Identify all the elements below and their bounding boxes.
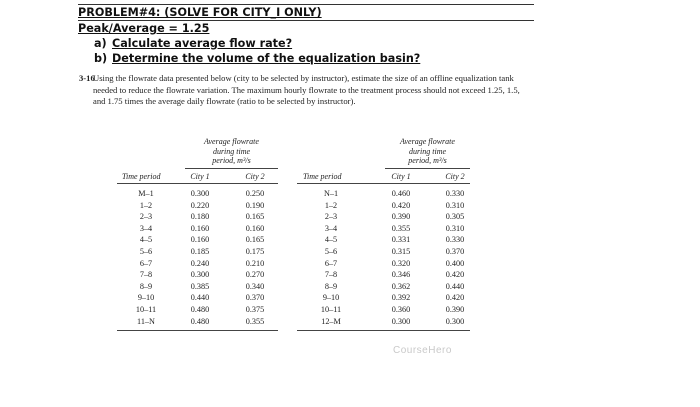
- city2-flow-cell: 0.330: [445, 235, 465, 245]
- time-period-cell: 1–2: [139, 200, 153, 210]
- city1-flow-cell: 0.392: [391, 293, 411, 303]
- city2-flow-cell: 0.420: [445, 270, 465, 280]
- city2-flow-cell: 0.370: [445, 247, 465, 256]
- city1-flow-cell: 0.480: [190, 305, 210, 314]
- time-period-cell: 3–4: [324, 223, 338, 233]
- city1-flow-cell: 0.480: [190, 316, 210, 326]
- problem-title: PROBLEM#4: (SOLVE FOR CITY_I ONLY): [78, 6, 322, 19]
- city2-flow-cell: 0.305: [445, 212, 465, 222]
- column-header: City 2: [245, 172, 265, 181]
- time-period-cell: 1–2: [324, 200, 338, 210]
- city1-flow-cell: 0.385: [190, 281, 210, 291]
- column-header: City 1: [391, 172, 411, 181]
- city1-flow-cell: 0.362: [391, 281, 411, 291]
- city2-flow-cell: 0.390: [445, 305, 465, 314]
- group-header-rule: [385, 168, 470, 169]
- city1-flow-cell: 0.440: [190, 293, 210, 303]
- time-period-cell: N–1: [323, 189, 339, 198]
- city2-flow-cell: 0.210: [245, 258, 265, 268]
- question-b: b) Determine the volume of the equalization basin?: [94, 52, 421, 65]
- city2-flow-cell: 0.310: [445, 200, 465, 210]
- time-period-cell: 7–8: [139, 270, 153, 280]
- city2-flow-cell: 0.190: [245, 200, 265, 210]
- city2-flow-cell: 0.400: [445, 258, 465, 268]
- time-period-cell: 6–7: [139, 258, 153, 268]
- time-period-cell: 2–3: [324, 212, 338, 222]
- city2-flow-cell: 0.165: [245, 212, 265, 222]
- city2-flow-cell: 0.165: [245, 235, 265, 245]
- city1-flow-cell: 0.390: [391, 212, 411, 222]
- group-header-line: period, m³/s: [212, 156, 251, 165]
- time-period-cell: 10–11: [320, 305, 342, 314]
- city1-flow-cell: 0.355: [391, 223, 411, 233]
- city2-flow-cell: 0.330: [445, 189, 465, 198]
- city1-flow-cell: 0.460: [391, 189, 411, 198]
- city1-flow-cell: 0.300: [190, 270, 210, 280]
- city1-flow-cell: 0.240: [190, 258, 210, 268]
- table-bottom-rule: [117, 330, 278, 331]
- city1-flow-cell: 0.185: [190, 247, 210, 256]
- time-period-cell: 4–5: [139, 235, 153, 245]
- group-header-line: period, m³/s: [408, 156, 447, 165]
- city1-flow-cell: 0.331: [391, 235, 411, 245]
- time-period-cell: 5–6: [139, 247, 153, 256]
- time-period-cell: 4–5: [324, 235, 338, 245]
- city2-flow-cell: 0.175: [245, 247, 265, 256]
- city1-flow-cell: 0.180: [190, 212, 210, 222]
- city2-flow-cell: 0.310: [445, 223, 465, 233]
- group-header-line: during time: [408, 146, 447, 156]
- city2-flow-cell: 0.250: [245, 189, 265, 198]
- peak-average-ratio: Peak/Average = 1.25: [78, 22, 210, 35]
- city2-flow-cell: 0.300: [445, 316, 465, 326]
- watermark: CourseHero: [393, 345, 452, 356]
- city2-flow-cell: 0.370: [245, 293, 265, 303]
- time-period-cell: 5–6: [324, 247, 338, 256]
- time-period-cell: 7–8: [324, 270, 338, 280]
- time-period-cell: 9–10: [322, 293, 340, 303]
- problem-number: 3-16: [79, 73, 95, 83]
- problem-text: Using the flowrate data presented below (city to be selected by instructor), estimate the size of an offline equalization tank needed to reduce the flowrate variation. The maximum hourly flowrate to the treatment process should not exceed 1.25, 1.5, and 1.75 times the average daily flowrate (ratio to be selected by instructor).: [93, 73, 520, 107]
- time-period-cell: 11–N: [137, 316, 155, 326]
- column-header-rule: [117, 183, 278, 184]
- table-bottom-rule: [297, 330, 470, 331]
- city1-flow-cell: 0.420: [391, 200, 411, 210]
- group-header-line: Average flowrate: [204, 137, 259, 146]
- city1-flow-cell: 0.360: [391, 305, 411, 314]
- time-period-cell: 8–9: [324, 281, 338, 291]
- city2-flow-cell: 0.160: [245, 223, 265, 233]
- city2-flow-cell: 0.420: [445, 293, 465, 303]
- group-header-rule: [185, 168, 278, 169]
- group-header-line: Average flowrate: [400, 137, 455, 146]
- column-header: City 1: [190, 172, 210, 181]
- time-period-cell: 2–3: [139, 212, 153, 222]
- city1-flow-cell: 0.300: [190, 189, 210, 198]
- group-header-line: during time: [212, 146, 251, 156]
- city1-flow-cell: 0.315: [391, 247, 411, 256]
- city1-flow-cell: 0.320: [391, 258, 411, 268]
- time-period-cell: 10–11: [135, 305, 157, 314]
- time-period-cell: 6–7: [324, 258, 338, 268]
- city1-flow-cell: 0.300: [391, 316, 411, 326]
- city2-flow-cell: 0.340: [245, 281, 265, 291]
- column-header: City 2: [445, 172, 465, 181]
- city1-flow-cell: 0.220: [190, 200, 210, 210]
- time-period-cell: 12–M: [321, 316, 341, 326]
- column-header: Time period: [303, 172, 342, 181]
- column-header-rule: [297, 183, 470, 184]
- city2-flow-cell: 0.355: [245, 316, 265, 326]
- city2-flow-cell: 0.270: [245, 270, 265, 280]
- city1-flow-cell: 0.346: [391, 270, 411, 280]
- city1-flow-cell: 0.160: [190, 235, 210, 245]
- city1-flow-cell: 0.160: [190, 223, 210, 233]
- time-period-cell: 3–4: [139, 223, 153, 233]
- time-period-cell: M–1: [138, 189, 154, 198]
- question-a: a) Calculate average flow rate?: [94, 37, 293, 50]
- time-period-cell: 8–9: [139, 281, 153, 291]
- city2-flow-cell: 0.375: [245, 305, 265, 314]
- time-period-cell: 9–10: [137, 293, 155, 303]
- column-header: Time period: [122, 172, 161, 181]
- city2-flow-cell: 0.440: [445, 281, 465, 291]
